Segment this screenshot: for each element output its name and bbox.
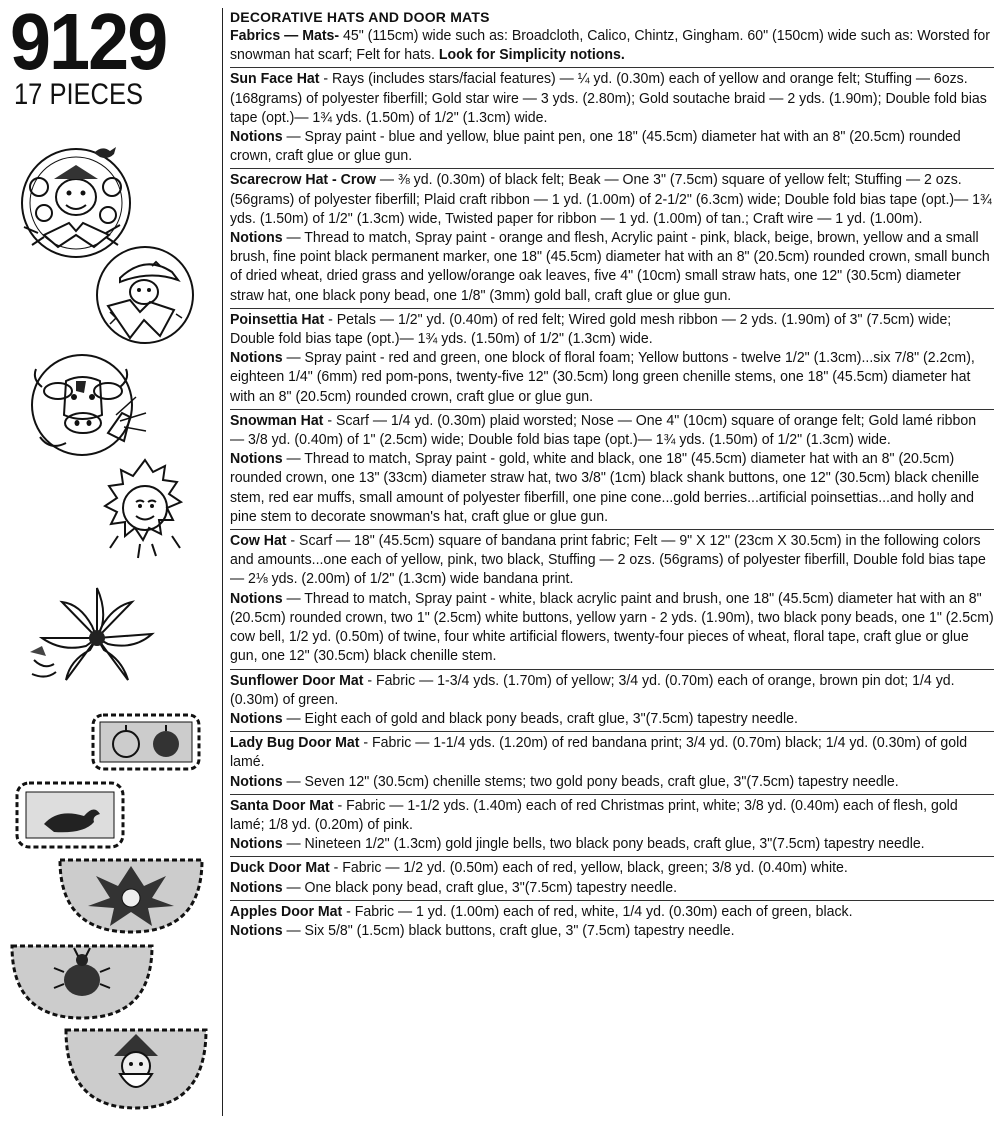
illustration-column <box>0 0 222 1124</box>
notions-paragraph <box>230 589 994 666</box>
apples-door-mat-illustration <box>90 712 202 772</box>
item-text: — Spray paint - red and green, one block of floral foam; Yellow buttons - twelve 1/2" (1.3cm)...six 7/8" (2.2cm), eighteen 1/4" (6mm) red pom-pons, twenty-five 12" (30.5cm) long green chenille stems, one 18" (45.5cm) diameter hat with an 8" (20.5cm) rounded crown, craft glue or glue gun. <box>230 349 975 405</box>
item-label: Notions <box>230 709 283 727</box>
item-text: - Fabric — 1 yd. (1.00m) each of red, white, 1/4 yd. (0.30m) each of green, black. <box>342 902 853 920</box>
item-label: Scarecrow Hat - Crow <box>230 171 377 189</box>
poinsettia-hat-illustration <box>22 580 172 700</box>
item-text: — Six 5/8" (1.5cm) black buttons, craft glue, 3" (7.5cm) tapestry needle. <box>282 921 735 939</box>
item-label: Poinsettia Hat <box>230 310 325 328</box>
item-text: - Rays (includes stars/facial features) — ¼ yd. (0.30m) each of yellow and orange felt; Stuffing — 6ozs. (168grams) of polyester fiberfill; Gold star wire — 3 yds. (2.80m); Gold soutache braid — 2 yds. (1.90m); Double fold bias tape (opt.)— 1¾ yds. (1.50m) of 1/2" (1.3cm) wide. <box>230 70 987 126</box>
materials-paragraph <box>230 796 994 834</box>
item-text: - Fabric — 1-1/4 yds. (1.20m) of red bandana print; 3/4 yd. (0.70m) black; 1/4 yd. (0.30m) of gold lamé. <box>230 734 968 771</box>
item-label: Notions <box>230 878 283 896</box>
materials-paragraph <box>230 170 994 228</box>
section-scarecrow-hat <box>230 169 994 308</box>
item-label: Snowman Hat <box>230 411 324 429</box>
item-label: Notions <box>230 772 283 790</box>
section-apples-door-mat <box>230 901 994 943</box>
item-label: Notions <box>230 589 283 607</box>
materials-paragraph <box>230 858 994 877</box>
document-title: DECORATIVE HATS AND DOOR MATS <box>230 9 490 25</box>
fabrics-paragraph <box>230 26 994 64</box>
item-text: - Fabric — 1-1/2 yds. (1.40m) each of red Christmas print, white; 3/8 yd. (0.40m) each of flesh, gold lamé; 1/8 yd. (0.20m) of pink. <box>230 796 958 833</box>
pattern-number: 9129 <box>10 0 167 86</box>
column-divider <box>222 8 223 1116</box>
item-text: — Spray paint - blue and yellow, blue paint pen, one 18" (45.5cm) diameter hat with an 8" (20.5cm) rounded crown, craft glue or glue gun. <box>230 128 961 165</box>
materials-paragraph <box>230 310 994 348</box>
item-text: — Nineteen 1/2" (1.3cm) gold jingle bells, two black pony beads, craft glue, 3"(7.5cm) tapestry needle. <box>282 835 925 853</box>
fabrics-label: Fabrics — Mats- <box>230 27 340 44</box>
section-duck-door-mat <box>230 857 994 900</box>
sunflower-door-mat-illustration <box>56 856 206 936</box>
notions-paragraph <box>230 228 994 305</box>
materials-paragraph <box>230 69 994 127</box>
item-text: — Thread to match, Spray paint - gold, white and black, one 18" (45.5cm) diameter hat with an 8" (20.5cm) rounded crown, one 13" (33cm) diameter straw hat, two 3/8" (1cm) black shank buttons, one 12" (30.5cm) black chenille stem, red ear muffs, small amount of polyester fiberfill, one pine cone...gold berries...artificial poinsettias...and holly and pine stem to decorate snowman's hat, craft glue or glue gun. <box>230 450 980 525</box>
notions-paragraph <box>230 878 994 897</box>
notions-paragraph <box>230 921 994 940</box>
item-text: — Thread to match, Spray paint - orange and flesh, Acrylic paint - pink, black, beige, brown, yellow and a small brush, fine point black permanent marker, one 18" (45.5cm) diameter hat with an 8" (20.5cm) rounded crown, small bunch of dried wheat, dried grass and yellow/orange oak leaves, five 4" (10cm) small straw hats, one 12" (30.5cm) diameter straw hat, one black pony bead, one 1/8" (3mm) gold ball, craft glue or glue gun. <box>230 229 990 304</box>
item-text: - Petals — 1/2" yd. (0.40m) of red felt; Wired gold mesh ribbon — 2 yds. (1.90m) of 3" (7.5cm) wide; Double fold bias tape (opt.)— 1¾ yds. (1.50m) of 1/2" (1.3cm) wide. <box>230 310 952 348</box>
section-sun-face-hat <box>230 68 994 169</box>
materials-paragraph <box>230 733 994 771</box>
materials-paragraph <box>230 411 994 449</box>
item-label: Notions <box>230 128 283 146</box>
item-text: - Scarf — 1/4 yd. (0.30m) plaid worsted; Nose — One 4" (10cm) square of orange felt; Gold lamé ribbon — 3/8 yd. (0.40m) of 1" (2.5cm) wide; Double fold bias tape (opt.)— 1¾ yds. (1.50m) of 1/2" (1.3cm) wide. <box>230 411 977 449</box>
notions-paragraph <box>230 709 994 728</box>
notions-paragraph <box>230 127 994 165</box>
fabrics-text: 45" (115cm) wide such as: Broadcloth, Calico, Chintz, Gingham. 60" (150cm) wide such as: Worsted for snowman hat scarf; Felt for hats. <box>230 27 990 64</box>
item-text: — Seven 12" (30.5cm) chenille stems; two gold pony beads, craft glue, 3"(7.5cm) tapestry needle. <box>282 772 899 790</box>
item-text: — Eight each of gold and black pony beads, craft glue, 3"(7.5cm) tapestry needle. <box>282 709 798 727</box>
item-label: Notions <box>230 349 283 367</box>
santa-door-mat-illustration <box>62 1026 210 1112</box>
materials-paragraph <box>230 902 994 921</box>
section-lady-bug-door-mat <box>230 732 994 795</box>
item-label: Sun Face Hat <box>230 70 320 88</box>
item-text: - Scarf — 18" (45.5cm) square of bandana print fabric; Felt — 9" X 12" (23cm X 30.5cm) in the following colors and amounts...one each of yellow, pink, two black, Stuffing — 2 ozs. (56grams) of polyester fiberfill, Double fold bias tape — 2⅛ yds. (2.00m) of 1/2" (1.3cm) wide bandana print. <box>230 532 986 588</box>
notions-paragraph <box>230 772 994 791</box>
item-text: — Thread to match, Spray paint - white, black acrylic paint and brush, one 18" (45.5cm) diameter hat with an 8" (20.5cm) rounded crown, two 1" (2.5cm) white buttons, yellow yarn - 2 yds. (1.90m), two black pony beads, one 1" (2.5cm) cow bell, 1/2 yd. (0.50m) of twine, four white artificial flowers, twenty-four pieces of wheat, floral tape, craft glue or glue gun, one 12" (30.5cm) black chenille stem. <box>230 589 994 665</box>
notions-note: Look for Simplicity notions. <box>438 46 625 64</box>
item-label: Notions <box>230 450 283 468</box>
item-label: Notions <box>230 921 283 939</box>
materials-paragraph <box>230 531 994 589</box>
item-label: Sunflower Door Mat <box>230 671 364 689</box>
duck-door-mat-illustration <box>14 780 126 850</box>
item-text: - Fabric — 1-3/4 yds. (1.70m) of yellow; 3/4 yd. (0.70m) each of orange, brown pin dot; 1/4 yd. (0.30m) of green. <box>230 671 955 708</box>
notions-paragraph <box>230 348 994 406</box>
lady-bug-door-mat-illustration <box>8 942 156 1022</box>
section-poinsettia-hat <box>230 309 994 410</box>
notions-paragraph <box>230 834 994 853</box>
section-santa-door-mat <box>230 795 994 858</box>
item-text: - Fabric — 1/2 yd. (0.50m) each of red, yellow, black, green; 3/8 yd. (0.40m) white. <box>329 859 848 877</box>
materials-sections <box>230 68 994 943</box>
section-sunflower-door-mat <box>230 670 994 733</box>
item-label: Notions <box>230 229 283 247</box>
item-label: Santa Door Mat <box>230 796 334 814</box>
notions-paragraph <box>230 449 994 526</box>
item-label: Lady Bug Door Mat <box>230 734 360 752</box>
requirements-column <box>230 8 994 943</box>
header-section <box>230 8 994 68</box>
item-label: Duck Door Mat <box>230 859 330 877</box>
materials-paragraph <box>230 671 994 709</box>
item-text: — One black pony bead, craft glue, 3"(7.5cm) tapestry needle. <box>282 878 678 896</box>
pieces-count: 17 PIECES <box>14 78 143 111</box>
item-label: Apples Door Mat <box>230 902 343 920</box>
item-text: — ⅜ yd. (0.30m) of black felt; Beak — One 3" (7.5cm) square of yellow felt; Stuffing — 2 ozs. (56grams) of polyester fiberfill; Plaid craft ribbon — 1 yd. (1.00m) of 2-1/2" (6.3cm) wide; Double fold bias tape (opt.)— 1¾ yds. (1.50m) of 1/2" (1.3cm) wide, Twisted paper for ribbon — 1 yd. (1.00m) of tan.; Craft wire — 1 yd. (1.00m). <box>230 171 992 227</box>
section-cow-hat <box>230 530 994 669</box>
snowman-hat-illustration <box>90 450 200 565</box>
item-label: Cow Hat <box>230 532 287 550</box>
item-label: Notions <box>230 835 283 853</box>
section-snowman-hat <box>230 410 994 530</box>
scarecrow-hat-illustration <box>90 240 200 350</box>
